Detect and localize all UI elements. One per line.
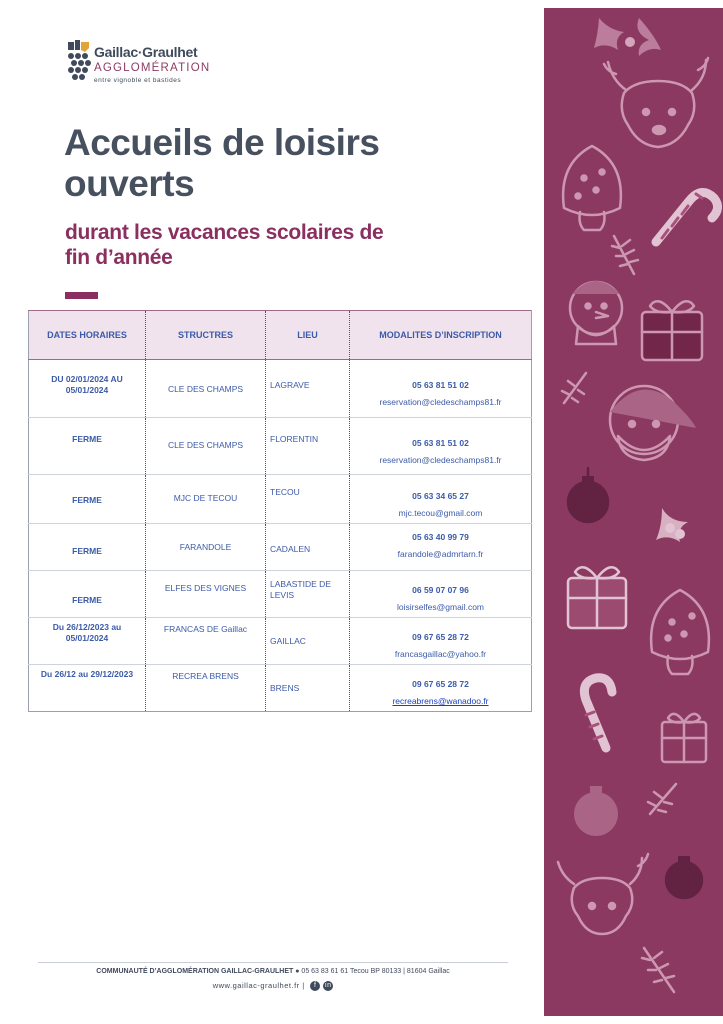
mushroom-icon (651, 590, 709, 674)
table-row (29, 571, 532, 618)
accent-bar (65, 292, 98, 299)
mushroom-icon (563, 146, 621, 230)
contact-email[interactable]: reservation@cledeschamps81.fr (379, 397, 502, 407)
header-modalites: MODALITES D’INSCRIPTION (350, 311, 532, 360)
cell-structure: FARANDOLE (146, 524, 266, 571)
cell-lieu: BRENS (266, 665, 350, 712)
footer-org: COMMUNAUTÉ D’AGGLOMÉRATION GAILLAC-GRAULHET (96, 968, 294, 975)
schedule-table (28, 310, 532, 712)
table-row (29, 360, 532, 418)
cell-structure: FRANCAS DE Gaillac (146, 618, 266, 665)
contact-email[interactable]: reservation@cledeschamps81.fr (379, 455, 502, 465)
gift-icon (642, 301, 702, 360)
cell-dates: DU 02/01/2024 AU 05/01/2024 (29, 360, 146, 418)
cell-dates: FERME (29, 475, 146, 524)
cell-structure: CLE DES CHAMPS (146, 418, 266, 475)
contact-phone: 09 67 65 28 72 (412, 632, 469, 642)
cell-contact (350, 475, 532, 524)
cell-contact (350, 418, 532, 475)
reindeer-icon (558, 854, 648, 934)
gift-icon (662, 714, 706, 762)
footer-contact: ● 05 63 83 61 61 Tecou BP 80133 | 81604 Gaillac (293, 968, 450, 975)
contact-email-link[interactable]: recreabrens@wanadoo.fr (392, 696, 489, 706)
cell-lieu: LABASTIDE DE LEVIS (266, 571, 350, 618)
santa-icon (610, 386, 696, 460)
contact-email[interactable]: farandole@admrtarn.fr (397, 549, 484, 559)
header-structures: STRUCTRES (146, 311, 266, 360)
contact-phone: 05 63 81 51 02 (412, 380, 469, 390)
page-title: Accueils de loisirs ouverts (64, 122, 380, 204)
pine-sprig-icon (562, 373, 586, 403)
cell-lieu: GAILLAC (266, 618, 350, 665)
contact-email[interactable]: mjc.tecou@gmail.com (398, 508, 483, 518)
contact-email[interactable]: francasgaillac@yahoo.fr (394, 649, 487, 659)
logo-name: Gaillac·Graulhet (94, 44, 198, 60)
grape-logo-icon (66, 40, 92, 84)
ornament-icon (568, 468, 608, 522)
candy-cane-icon (656, 192, 718, 242)
table-row (29, 665, 532, 712)
contact-phone: 06 59 07 07 96 (412, 585, 469, 595)
cell-structure: CLE DES CHAMPS (146, 360, 266, 418)
table-row (29, 418, 532, 475)
header-lieu: LIEU (266, 311, 350, 360)
holly-icon (656, 508, 688, 542)
logo-subtitle: AGGLOMÉRATION (94, 62, 211, 74)
footer-divider (38, 962, 508, 963)
linkedin-icon[interactable]: in (325, 982, 332, 990)
cell-dates: FERME (29, 571, 146, 618)
cell-dates: Du 26/12/2023 au 05/01/2024 (29, 618, 146, 665)
snowman-icon (570, 281, 622, 344)
christmas-side-panel (544, 8, 723, 1016)
pine-sprig-icon (642, 948, 674, 992)
cell-contact (350, 665, 532, 712)
header-dates: DATES HORAIRES (29, 311, 146, 360)
cell-dates: Du 26/12 au 29/12/2023 (29, 665, 146, 712)
contact-email[interactable]: loisirselfes@gmail.com (396, 602, 485, 612)
cell-structure: MJC DE TECOU (146, 475, 266, 524)
footer-website[interactable]: www.gaillac-graulhet.fr | (212, 981, 305, 990)
contact-phone: 09 67 65 28 72 (412, 679, 469, 689)
pine-sprig-icon (648, 784, 676, 814)
ornament-icon (666, 856, 702, 898)
gift-icon (568, 567, 626, 628)
cell-contact (350, 360, 532, 418)
cell-lieu: CADALEN (266, 524, 350, 571)
footer-website-line (38, 981, 508, 991)
cell-lieu: LAGRAVE (266, 360, 350, 418)
candy-cane-icon (584, 678, 612, 748)
page-subtitle: durant les vacances scolaires de fin d’année (65, 221, 384, 269)
contact-phone: 05 63 81 51 02 (412, 438, 469, 448)
logo-tagline: entre vignoble et bastides (94, 77, 182, 84)
christmas-pattern (544, 8, 723, 1016)
cell-lieu: FLORENTIN (266, 418, 350, 475)
pine-sprig-icon (612, 236, 638, 274)
table-row (29, 524, 532, 571)
facebook-icon[interactable]: f (310, 981, 320, 991)
footer-contact-line (38, 968, 508, 975)
table-header-row (29, 311, 532, 360)
contact-phone: 05 63 34 65 27 (412, 491, 469, 501)
cell-dates: FERME (29, 418, 146, 475)
holly-icon (594, 18, 661, 56)
reindeer-icon (604, 58, 708, 147)
cell-lieu: TECOU (266, 475, 350, 524)
table-row (29, 618, 532, 665)
cell-dates: FERME (29, 524, 146, 571)
cell-structure: ELFES DES VIGNES (146, 571, 266, 618)
contact-phone: 05 63 40 99 79 (412, 532, 469, 542)
cell-contact (350, 571, 532, 618)
agglomeration-logo (66, 38, 216, 88)
cell-structure: RECREA BRENS (146, 665, 266, 712)
table-row (29, 475, 532, 524)
cell-contact (350, 524, 532, 571)
cell-contact (350, 618, 532, 665)
ornament-icon (574, 786, 618, 836)
schedule-table-container (28, 310, 531, 706)
